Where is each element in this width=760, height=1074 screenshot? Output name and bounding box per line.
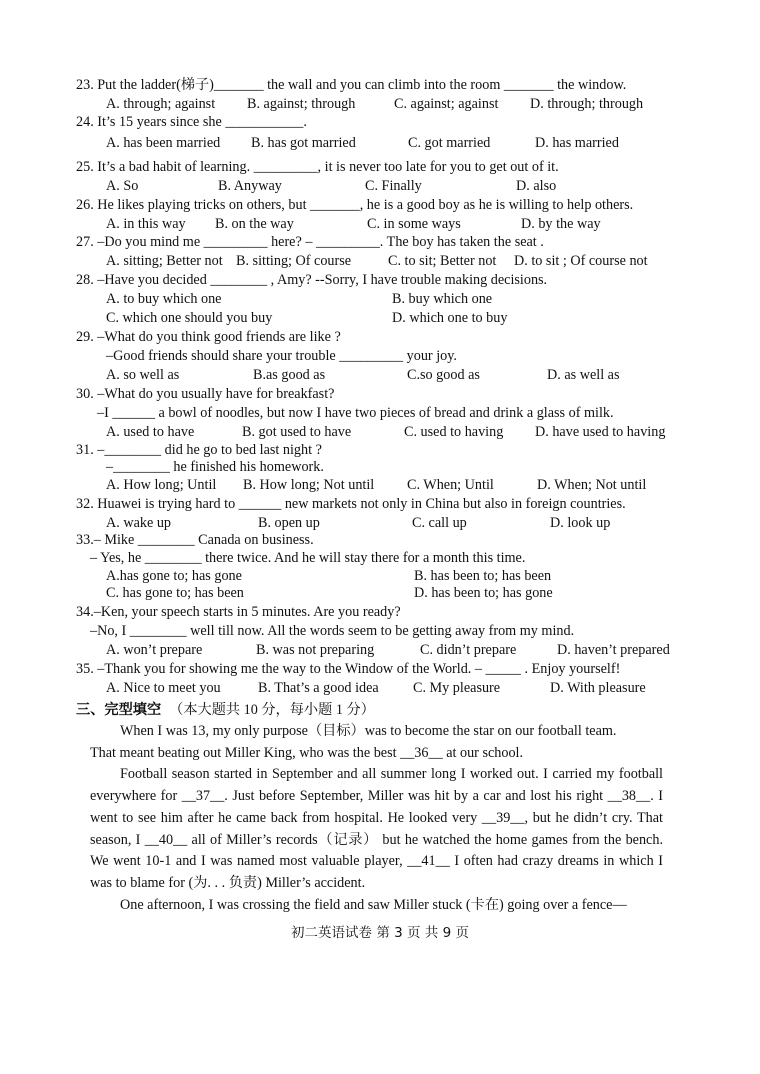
option-b: B. How long; Not until bbox=[243, 477, 375, 493]
passage-text: all of Miller’s records（记录） but he watched the home games from the bench. We went 10-1 and I was named most valuable player, bbox=[90, 831, 663, 870]
cloze-passage bbox=[90, 721, 663, 916]
option-a: A. in this way bbox=[106, 216, 186, 232]
option-d: D. has been to; has gone bbox=[414, 585, 553, 601]
option-b: B. was not preparing bbox=[256, 642, 375, 658]
passage-text: That meant beating out Miller King, who was the best bbox=[90, 744, 401, 761]
option-d: D. has married bbox=[535, 135, 619, 151]
option-b: B. That’s a good idea bbox=[258, 680, 379, 696]
option-c: C. which one should you buy bbox=[106, 310, 273, 326]
option-c: C. to sit; Better not bbox=[388, 253, 497, 269]
question-23: 23. Put the ladder(梯子)_______ the wall and you can climb into the room _______ the window. bbox=[76, 77, 627, 93]
passage-text: . Just before September, Miller was hit by a car and lost his right bbox=[224, 788, 608, 805]
option-a: A. So bbox=[106, 178, 139, 194]
option-d: D. have used to having bbox=[535, 424, 666, 440]
section-heading bbox=[76, 701, 375, 719]
option-b: B. has got married bbox=[251, 135, 356, 151]
blank-39: __39__ bbox=[481, 809, 525, 826]
option-d: D. as well as bbox=[547, 367, 620, 383]
option-c: C. has gone to; has been bbox=[106, 585, 244, 601]
option-c: C. against; against bbox=[394, 96, 499, 112]
option-c: C. didn’t prepare bbox=[420, 642, 517, 658]
option-d: D. to sit ; Of course not bbox=[514, 253, 648, 269]
option-a: A. How long; Until bbox=[106, 477, 217, 493]
option-c: C. When; Until bbox=[407, 477, 494, 493]
option-b: B. against; through bbox=[247, 96, 356, 112]
question-28: 28. –Have you decided ________ , Amy? --Sorry, I have trouble making decisions. bbox=[76, 272, 548, 288]
option-b: B. on the way bbox=[215, 216, 294, 232]
passage-text: , but he didn’t cry. That season, I bbox=[90, 809, 663, 848]
option-a: A. has been married bbox=[106, 135, 221, 151]
option-b: B. got used to have bbox=[242, 424, 352, 440]
option-a: A. through; against bbox=[106, 96, 216, 112]
option-a: A. used to have bbox=[106, 424, 195, 440]
option-a: A. sitting; Better not bbox=[106, 253, 223, 269]
option-c: C. in some ways bbox=[367, 216, 461, 232]
question-26: 26. He likes playing tricks on others, but _______, he is a good boy as he is willing to help others. bbox=[76, 197, 634, 213]
option-a: A. so well as bbox=[106, 367, 180, 383]
option-a: A. wake up bbox=[106, 515, 172, 531]
option-d: D. by the way bbox=[521, 216, 601, 232]
question-31-reply: –________ he finished his homework. bbox=[106, 459, 324, 475]
question-25: 25. It’s a bad habit of learning. _________, it is never too late for you to get out of it. bbox=[76, 159, 559, 175]
question-31: 31. –________ did he go to bed last night ? bbox=[76, 442, 322, 458]
question-34: 34.–Ken, your speech starts in 5 minutes. Are you ready? bbox=[76, 604, 401, 620]
question-24: 24. It’s 15 years since she ___________. bbox=[76, 114, 307, 130]
section-note: （本大题共 10 分，每小题 1 分） bbox=[169, 702, 375, 718]
section-title: 三、完型填空 bbox=[76, 702, 162, 718]
passage-text: at our school. bbox=[446, 744, 524, 761]
question-32: 32. Huawei is trying hard to ______ new markets not only in China but also in foreign countries. bbox=[76, 496, 626, 512]
option-a: A. Nice to meet you bbox=[106, 680, 221, 696]
question-33: 33.– Mike ________ Canada on business. bbox=[76, 532, 314, 548]
question-27: 27. –Do you mind me _________ here? – _________. The boy has taken the seat . bbox=[76, 234, 544, 250]
blank-36: __36__ bbox=[400, 744, 443, 761]
passage-text: Football season started in September and all summer long I worked out. I carried my football everywhere for bbox=[90, 766, 663, 805]
option-d: D. which one to buy bbox=[392, 310, 508, 326]
option-c: C.so good as bbox=[407, 367, 480, 383]
option-b: B. sitting; Of course bbox=[236, 253, 352, 269]
option-b: B. Anyway bbox=[218, 178, 282, 194]
question-33-reply: – Yes, he ________ there twice. And he will stay there for a month this time. bbox=[90, 550, 526, 566]
option-c: C. used to having bbox=[404, 424, 504, 440]
option-b: B.as good as bbox=[253, 367, 326, 383]
option-c: C. Finally bbox=[365, 178, 422, 194]
passage-text: One afternoon, I was crossing the field and saw Miller stuck (卡在) going over a fence— bbox=[120, 896, 627, 913]
option-c: C. got married bbox=[408, 135, 491, 151]
question-34-reply: –No, I ________ well till now. All the words seem to be getting away from my mind. bbox=[90, 623, 575, 639]
option-a: A.has gone to; has gone bbox=[106, 568, 242, 584]
option-b: B. has been to; has been bbox=[414, 568, 552, 584]
option-d: D. haven’t prepared bbox=[557, 642, 670, 658]
option-d: D. look up bbox=[550, 515, 611, 531]
option-b: B. buy which one bbox=[392, 291, 493, 307]
blank-37: __37__ bbox=[181, 788, 225, 805]
option-d: D. also bbox=[516, 178, 557, 194]
passage-text: When I was 13, my only purpose（目标）was to become the star on our football team. bbox=[120, 723, 617, 739]
option-c: C. call up bbox=[412, 515, 467, 531]
option-c: C. My pleasure bbox=[413, 680, 501, 696]
page-footer: 初二英语试卷 第 3 页 共 9 页 bbox=[291, 925, 469, 941]
option-b: B. open up bbox=[258, 515, 320, 531]
question-30: 30. –What do you usually have for breakfast? bbox=[76, 386, 335, 402]
option-d: D. With pleasure bbox=[550, 680, 646, 696]
blank-41: __41__ bbox=[407, 853, 450, 870]
paragraph-1 bbox=[90, 721, 663, 764]
blank-38: __38__ bbox=[607, 788, 651, 805]
question-35: 35. –Thank you for showing me the way to the Window of the World. – _____ . Enjoy yourself! bbox=[76, 661, 621, 677]
option-a: A. to buy which one bbox=[106, 291, 222, 307]
option-d: D. When; Not until bbox=[537, 477, 647, 493]
question-29-reply: –Good friends should share your trouble _________ your joy. bbox=[106, 348, 457, 364]
passage-text: . I went to see him after he came back from hospital. He looked very bbox=[90, 788, 663, 826]
blank-40: __40__ bbox=[144, 831, 188, 848]
paragraph-2 bbox=[90, 764, 663, 894]
paragraph-3 bbox=[90, 895, 663, 917]
question-30-reply: –I ______ a bowl of noodles, but now I have two pieces of bread and drink a glass of milk. bbox=[97, 405, 614, 421]
passage-text: I often had crazy dreams in which I was to blame for (为. . . 负责) Miller’s accident. bbox=[90, 853, 663, 891]
option-a: A. won’t prepare bbox=[106, 642, 203, 658]
question-29: 29. –What do you think good friends are like ? bbox=[76, 329, 341, 345]
option-d: D. through; through bbox=[530, 96, 644, 112]
